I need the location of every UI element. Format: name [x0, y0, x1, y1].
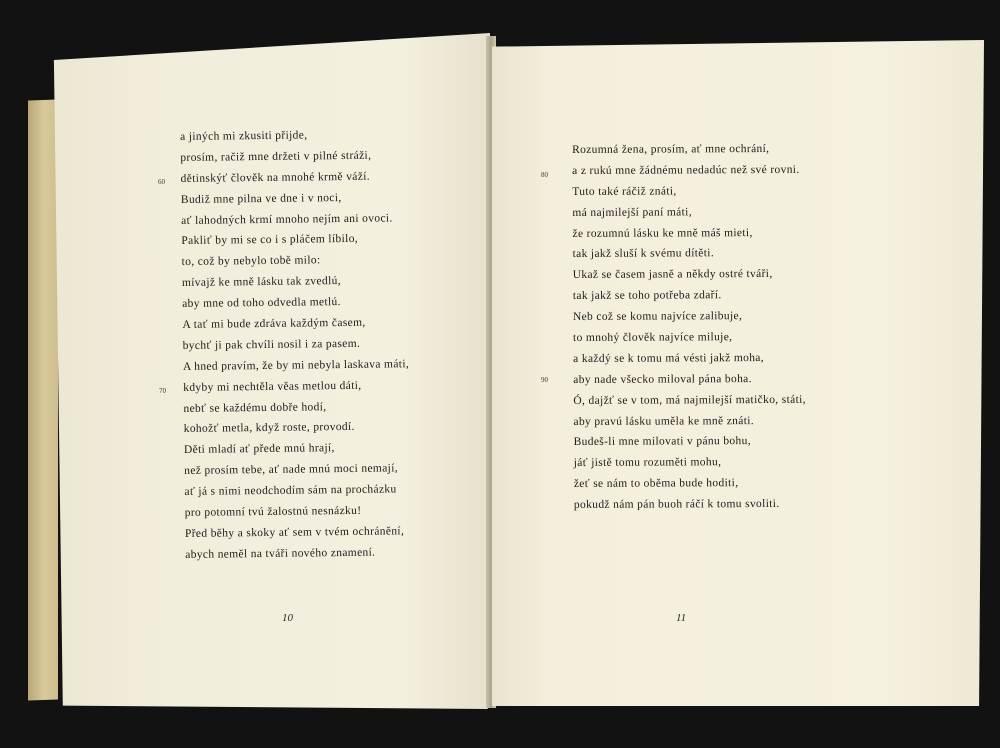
- poem-line: pokudž nám pán buoh ráčí k tomu svoliti.: [573, 498, 780, 512]
- right-poem-text: [572, 139, 806, 516]
- poem-line: a každý se k tomu má vésti jakž moha,: [573, 351, 765, 365]
- poem-line: má najmilejší paní máti,: [572, 206, 692, 219]
- left-poem-text: [180, 124, 412, 565]
- poem-line: ať já s nimi neodchodím sám na procházku: [184, 483, 397, 499]
- poem-line: Pakliť by mi se co i s pláčem líbilo,: [181, 233, 359, 248]
- line-number: 80: [541, 171, 548, 179]
- poem-line: prosím, račiž mne držeti v pilné stráži,: [180, 149, 372, 164]
- poem-line: Před běhy a skoky ať sem v tvém ochránění,: [184, 525, 405, 540]
- poem-line: A tať mi bude zdráva každým časem,: [182, 316, 366, 332]
- poem-line: to, což by nebylo tobě milo:: [181, 254, 321, 269]
- line-number: 70: [159, 387, 166, 395]
- poem-line: jáť jistě tomu rozuměti mohu,: [573, 456, 722, 470]
- poem-line: Tuto také ráčiž znáti,: [572, 185, 677, 198]
- line-number: 90: [541, 376, 548, 384]
- poem-line: Budeš-li mne milovati v pánu bohu,: [573, 435, 751, 449]
- line-number: 60: [158, 178, 165, 186]
- poem-line: A hned pravím, že by mi nebyla laskava máti,: [182, 358, 410, 373]
- poem-line: že rozumnú lásku ke mně máš mieti,: [572, 226, 753, 240]
- poem-line: Neb což se komu najvíce zalibuje,: [572, 310, 743, 324]
- poem-line: aby nade všecko miloval pána boha.: [573, 372, 752, 386]
- poem-line: Ukaž se časem jasně a někdy ostré tváři,: [572, 268, 773, 282]
- poem-line: pro potomní tvú žalostnú nesnázku!: [184, 504, 362, 520]
- poem-line: kohožť metla, když roste, provodí.: [183, 421, 355, 436]
- poem-line: aby mne od toho odvedla metlú.: [182, 296, 341, 311]
- poem-line: abych neměl na tváři nového znamení.: [185, 546, 376, 561]
- poem-line: Rozumná žena, prosím, ať mne ochrání,: [572, 142, 770, 156]
- poem-line: Ó, dajžť se v tom, má najmilejší matičko, státi,: [573, 393, 806, 407]
- poem-line: tak jakž sluší k svému dítěti.: [572, 247, 715, 261]
- poem-line: aby pravú lásku uměla ke mně znáti.: [573, 414, 755, 428]
- page-number: 11: [676, 612, 687, 624]
- poem-line: dětinskýť člověk na mnohé krmě váží.: [180, 170, 371, 185]
- poem-line: žeť se nám to oběma bude hoditi,: [573, 477, 739, 491]
- poem-line: mívajž ke mně lásku tak zvedlú,: [181, 275, 342, 290]
- page-number: 10: [282, 612, 293, 624]
- poem-line: tak jakž se toho potřeba zdaří.: [572, 289, 722, 303]
- poem-line: ať lahodných krmí mnoho nejím ani ovoci.: [181, 211, 393, 227]
- poem-line: kdyby mi nechtěla věas metlou dáti,: [183, 379, 362, 394]
- poem-line: než prosím tebe, ať nade mnú moci nemají,: [184, 462, 399, 478]
- poem-line: Budiž mne pilna ve dne i v noci,: [180, 191, 342, 206]
- poem-line: nebť se každému dobře hodí,: [183, 400, 327, 415]
- poem-line: to mnohý člověk najvíce miluje,: [573, 331, 733, 345]
- poem-line: a jiných mi zkusiti přijde,: [180, 129, 308, 143]
- poem-line: Děti mladí ať přede mnú hrají,: [183, 442, 335, 457]
- poem-line: a z rukú mne žádnému nedadúc než své rovni.: [572, 163, 800, 177]
- poem-line: bychť ji pak chvíli nosil i za pasem.: [182, 337, 361, 352]
- page-block-edge: [28, 99, 58, 700]
